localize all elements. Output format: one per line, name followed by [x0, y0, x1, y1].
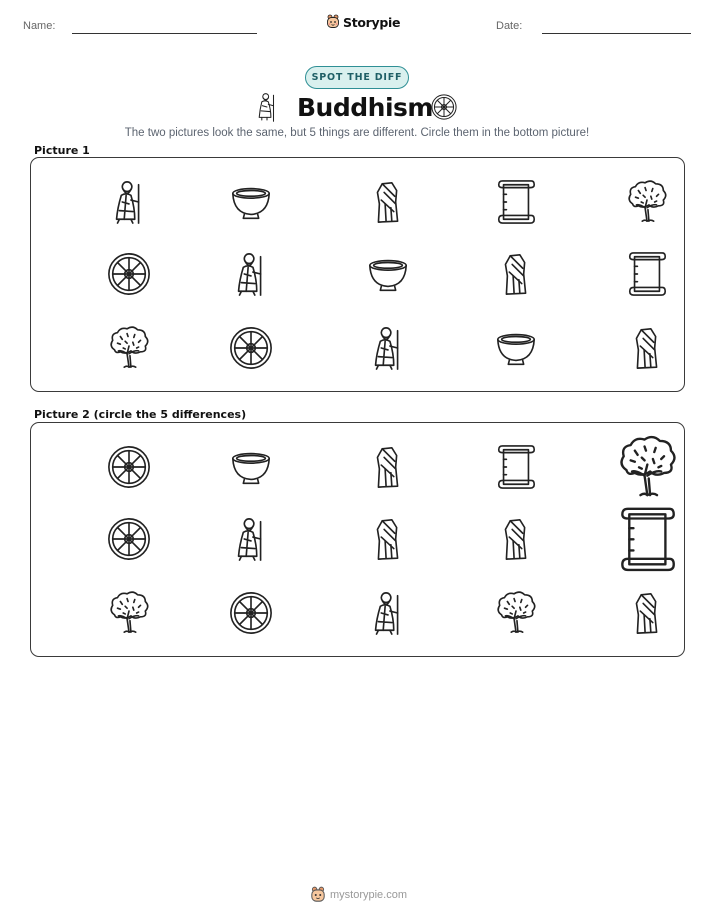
- footer: [310, 886, 407, 904]
- robe-icon[interactable]: [617, 581, 677, 645]
- wheel-icon[interactable]: [99, 435, 159, 499]
- name-label: Name:: [23, 20, 56, 32]
- robe-icon[interactable]: [358, 507, 418, 571]
- date-field-line[interactable]: [542, 33, 691, 34]
- picture-1-label: Picture 1: [34, 144, 90, 157]
- monk-icon[interactable]: [99, 170, 159, 234]
- pie-mascot-icon: [310, 886, 326, 904]
- robe-icon[interactable]: [617, 316, 677, 380]
- tree-icon[interactable]: [99, 581, 159, 645]
- pie-mascot-icon: [326, 14, 340, 30]
- scroll-icon[interactable]: [617, 242, 677, 306]
- picture-1-panel: [30, 157, 685, 392]
- picture-2-panel: [30, 422, 685, 657]
- scroll-icon[interactable]: [486, 435, 546, 499]
- wheel-icon[interactable]: [99, 507, 159, 571]
- wheel-icon[interactable]: [221, 581, 281, 645]
- robe-icon[interactable]: [486, 242, 546, 306]
- instructions: The two pictures look the same, but 5 things are different. Circle them in the bottom picture!: [124, 127, 590, 139]
- monk-icon[interactable]: [221, 507, 281, 571]
- monk-icon[interactable]: [221, 242, 281, 306]
- footer-url: mystorypie.com: [330, 889, 408, 901]
- bowl-icon[interactable]: [358, 242, 418, 306]
- monk-icon: [254, 90, 280, 129]
- picture-2-label: Picture 2 (circle the 5 differences): [34, 408, 247, 421]
- robe-icon[interactable]: [358, 435, 418, 499]
- name-field-line[interactable]: [72, 33, 257, 34]
- spot-the-diff-badge: SPOT THE DIFF: [305, 66, 409, 89]
- brand-logo: [326, 14, 400, 30]
- brand-name: Storypie: [343, 14, 401, 30]
- monk-icon[interactable]: [358, 581, 418, 645]
- date-label: Date:: [496, 20, 523, 32]
- tree-icon[interactable]: [486, 581, 546, 645]
- title-row: [0, 90, 714, 126]
- bowl-icon[interactable]: [221, 435, 281, 499]
- bowl-icon[interactable]: [486, 316, 546, 380]
- page-title: Buddhism: [297, 93, 433, 122]
- scroll-icon[interactable]: [486, 170, 546, 234]
- wheel-icon[interactable]: [99, 242, 159, 306]
- robe-icon[interactable]: [358, 170, 418, 234]
- bowl-icon[interactable]: [221, 170, 281, 234]
- wheel-icon[interactable]: [221, 316, 281, 380]
- scroll-icon[interactable]: [604, 493, 691, 586]
- monk-icon[interactable]: [358, 316, 418, 380]
- dharma-wheel-icon: [430, 93, 458, 126]
- robe-icon[interactable]: [486, 507, 546, 571]
- tree-icon[interactable]: [617, 170, 677, 234]
- tree-icon[interactable]: [99, 316, 159, 380]
